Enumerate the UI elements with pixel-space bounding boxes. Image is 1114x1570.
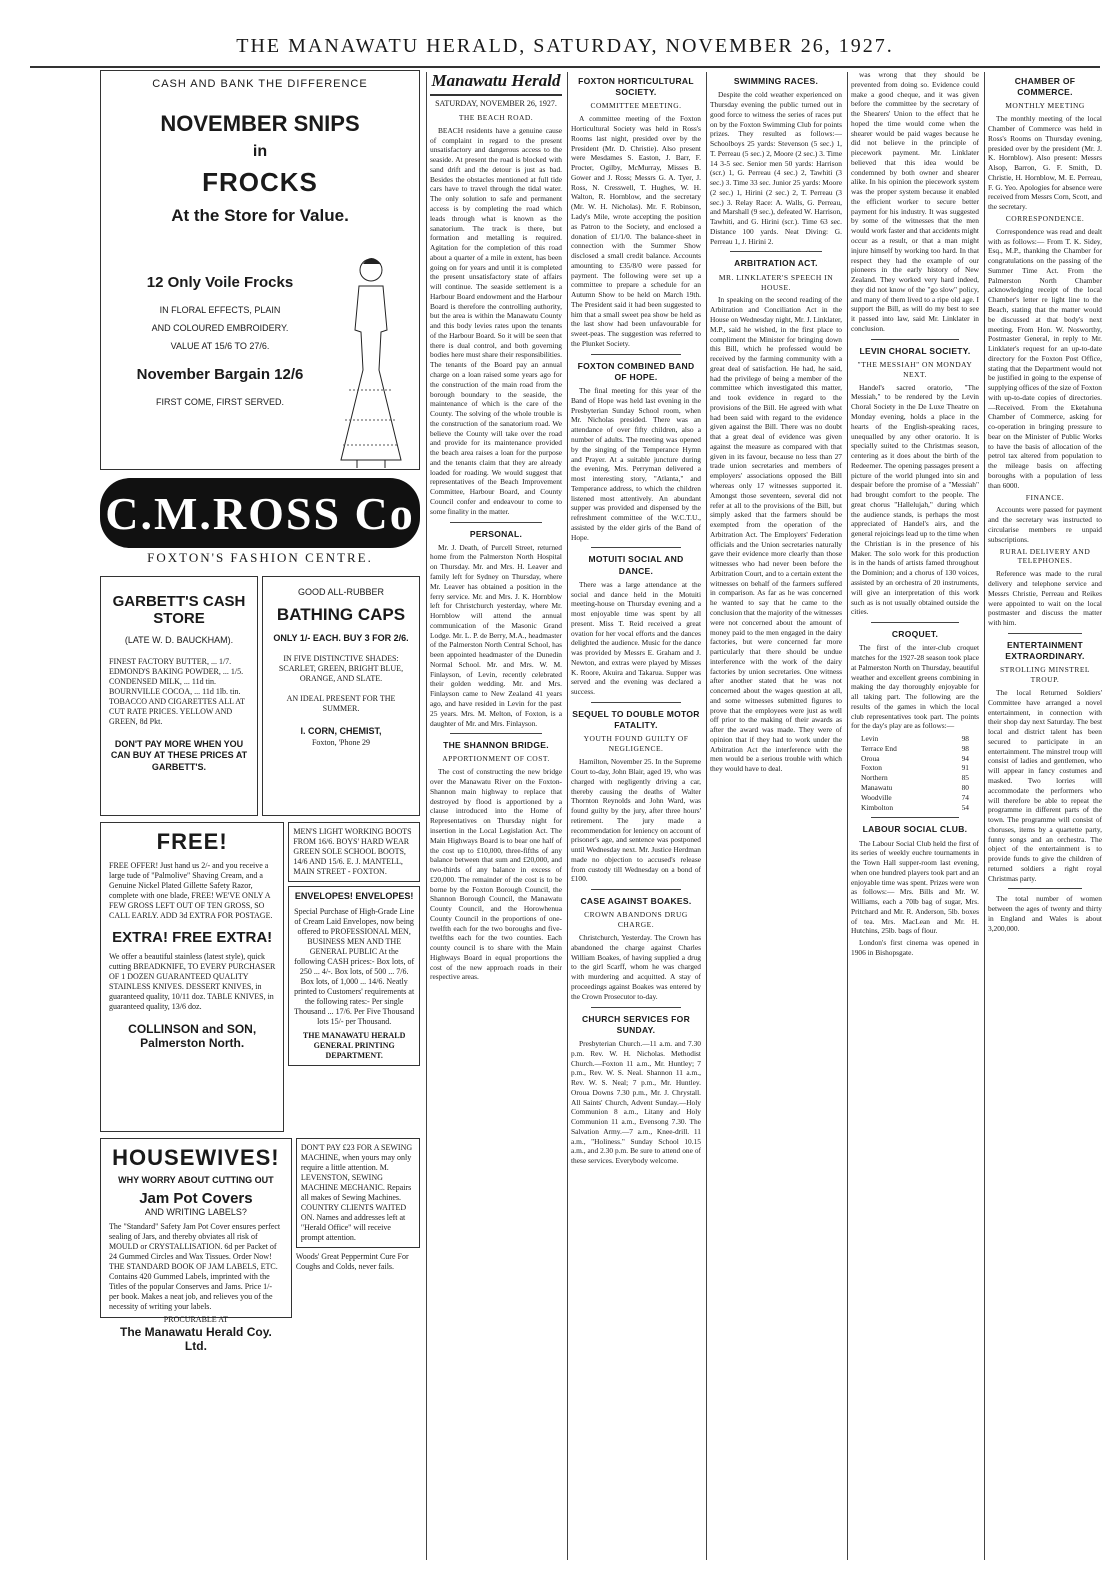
motuiti-article: There was a large attendance at the social and dance held in the Motuiti meeting-house on Thursday evening and a most enjoyable time was spent by all present. Miss T. Reid received a great ovation for her vocal efforts and the dances delighted the audience. Music for the dance was provided by Messrs E. Graham and J. Newton, and extras were played by Misses K. Roore, Akuira and Takarua. Supper was served and the evening was declared a success.: [571, 579, 701, 697]
free-body: FREE OFFER! Just hand us 2/- and you receive a large tude of "Palmolive" Shaving Cream, and a Genuine Nickel Plated Gillette Safety Razor, complete with one blade, FREE! WE'VE ONLY A FEW GROSS LEFT OUT OF TEN GROSS, SO CALL EARLY. ADD 3d EXTRA FOR POSTAGE.: [109, 861, 273, 920]
column-1: [430, 70, 562, 1560]
divider: [871, 622, 959, 623]
beach-road-article: BEACH residents have a genuine cause of complaint in regard to the present unsatisfactory and dangerous access to the seaside. At present the road is blocked with sand drift and the detour is just as bad. Besides the obstacles mentioned at full tide cars have to travel through the tidal water. The only solution to safe and permanent access is by completing the road which leads through what is known as the sanatorium. The track is there, but formation and metalling is required. Agitation for the completion of this road about a quarter of a mile in extent, has been going on for years and until it is completed the present unsatisfactory state of affairs will continue. The seaside settlement is a Harbour Board endowment and the Harbour Board is therefore the controlling authority, but the area is within the Manawatu County and this body levies rates upon the tenants of the Harbour Board. So it will be seen that there is dual control, and both governing bodies here must share their responsibilities. The tenants of the Board pay an annual charge on a loan raised some years ago for the construction of the main road from the borough boundary to the seaside, the maintenance of which is the care of the County. The solving of the whole trouble is the construction of the sanatorium road. We believe the County will take over the road and provide for its maintenance provided the beach area raises a loan for the purpose and the tenants claim that they are already loaded for roading. We would suggest that representatives of the Beach Improvement Committee, Harbour Board, and County Council confer and endeavour to come to some finality in the matter.: [430, 125, 562, 516]
score-row: Terrace End 98: [861, 743, 969, 753]
personal-heading: PERSONAL.: [469, 528, 523, 539]
motuiti-heading: MOTUITI SOCIAL AND DANCE.: [588, 554, 684, 576]
column-rule: [706, 72, 707, 1560]
housewives-company: The Manawatu Herald Coy. Ltd.: [120, 1325, 272, 1354]
motor-fatality-heading: SEQUEL TO DOUBLE MOTOR FATALITY.: [572, 709, 700, 731]
masthead: [30, 28, 1100, 68]
divider: [871, 817, 959, 818]
ross-tagline: FOXTON'S FASHION CENTRE.: [147, 550, 373, 565]
chamber-article: The monthly meeting of the local Chamber of Commerce was held in Ross's Rooms on Thursday evening, presided over by the president (Mr. J. K. Hornblow). Also present: Messrs Alsop, Barron, G. F. Smith, D. Christie, H. Hornblow, M. E. Perreau, F. G. Yeo. Apologies for absence were received from Messrs Corn, Scott, and the secretary.: [988, 114, 1102, 212]
beach-road-heading: THE BEACH ROAD.: [458, 112, 534, 122]
labour-club-heading: LABOUR SOCIAL CLUB.: [862, 824, 968, 835]
london-cinema-note: London's first cinema was opened in 1906 in Bishopsgate.: [851, 938, 979, 957]
personal-article: Mr. J. Death, of Purcell Street, returned home from the Palmerston North Hospital on Thursday. Mr. and Mrs. H. Leaver and family left for Sydney on Thursday, where Mr. Leaver has obtained a position in the ferry service. Mr. and Mrs. J. K. Hornblow left for Christchurch yesterday, where Mr. Hornblow will attend the annual communication of the Masonic Grand Lodge. Mr. L. P. de Berry, M.A., headmaster of the Palmerston North Central School, has been appointed headmaster of the Dunedin Normal School. Mr. and Mrs. W. M. Finlayson, of Levin, recently celebrated their golden wedding. Mr. and Mrs. Finlayson came to New Zealand 41 years ago, and have resided in Levin for the past 25 years. Mrs. M. Melton, of Foxton, is a daughter of Mr. and Mrs. Finlayson.: [430, 542, 562, 728]
envelopes-body: Special Purchase of High-Grade Line of Cream Laid Envelopes, now being offered to PROFESSIONAL MEN, BUSINESS MEN AND THE GENERAL PUBLIC At the following CASH prices:- Box lots, of 250 ... 4/-. Box lots, of 500 ... 7/6. Box lots, of 1,000 ... 14/6. Neatly printed to Customers' requirements at the following rates:- Per single Thousand ... 17/6. Per Five Thousand lots 15/- per Thousand.: [294, 906, 415, 1026]
shannon-heading: THE SHANNON BRIDGE.: [443, 740, 549, 751]
housewives-ad: [100, 1138, 292, 1354]
snips-title: NOVEMBER SNIPS: [160, 111, 360, 137]
envelopes-herald: THE MANAWATU HERALD GENERAL PRINTING DEPARTMENT.: [302, 1030, 406, 1060]
garbett-items: FINEST FACTORY BUTTER, ... 1/7. EDMOND'S BAKING POWDER, ... 1/5. CONDENSED MILK, ... 11d tin. BOURNVILLE COCOA, ... 11d 1lb. tin. TOBACCO AND CIGARETTES ALL AT CUT RATE PRICES. YELLOW AND GREEN, 8d Pkt.: [109, 656, 245, 726]
extra-title: EXTRA! FREE EXTRA!: [112, 929, 273, 946]
snips-in: in: [252, 143, 268, 161]
levin-choral-heading: LEVIN CHORAL SOCIETY.: [859, 345, 971, 356]
levin-choral-article: Handel's sacred oratorio, "The Messiah," to be rendered by the Levin Choral Society in the De Luxe Theatre on Monday evening, holds a place in the hearts of the English-speaking races, unequalled by any other oratorio. It is specially suited to the Christmas season, centering as it does about the birth of the Redeemer. The opening passages present a picture of the world plunged into sin and despair before the promise of a "Messiah" had brought comfort to the people. The great chorus "Hallelujah," during which the audience stands, is perhaps the most appreciated of Handel's airs, and the general rejoicings lead up to the time when the Christian is in the presence of his Maker. The solo work for this production is in the hands of artists famed throughout the Dominion; and a chorus of 130 voices, assisted by an orchestra of 20 instruments, will give an interpretation of this work such as is not usually obtained outside the cities.: [851, 382, 979, 617]
garbett-caps-row: [100, 576, 420, 822]
entertainment-heading: ENTERTAINMENT EXTRAORDINARY.: [1005, 639, 1085, 662]
divider: [450, 733, 542, 734]
bathing-caps-ad: [262, 576, 420, 816]
voile-line3: VALUE AT 15/6 TO 27/6.: [170, 340, 270, 351]
divider: [1008, 888, 1082, 889]
arbitration-subheading: MR. LINKLATER'S SPEECH IN HOUSE.: [718, 272, 834, 292]
voile-title: 12 Only Voile Frocks: [146, 274, 294, 292]
divider: [591, 702, 681, 703]
women-statistic-note: The total number of women between the ages of twenty and thirty in England and Wales is about 3,200,000.: [988, 894, 1102, 933]
printing-ads: [288, 822, 420, 1138]
sewing-column: [296, 1138, 420, 1324]
housewives-procurable: PROCURABLE AT: [163, 1315, 229, 1325]
divider: [450, 522, 542, 523]
arbitration-article: In speaking on the second reading of the Arbitration and Conciliation Act in the House on Wednesday night, Mr. J. Linklater, M.P., said he wished, in the first place to compliment the Minister for bringing down this Bill, which he professed would be received by the farming community with a great deal of satisfaction. He had, he said, had the privilege of being a member of the committee which investigated this matter, and took evidence in regard to the provisions of the Bill. He agreed with what had been said with regard to the evidence given against the Bill. There was no doubt that a great deal of evidence was given against the measure as compared with that given in its favour, because no less than 27 trade union secretaries and members of employers' associations opposed the Bill whereas only 17 witnesses supported it. Amongst those seventeen, several did not refer at all to the provisions of the Bill, but simply asked that the farmers should be exempted from the operation of the Arbitration Act. The Employers' Federation officials and the Union secretaries naturally gave their evidence more clearly than those witnesses who had never been before the Arbitration Court, and to a certain extent the witnesses on behalf of the farmers suffered in comparison. As far as he was concerned he wanted to say that he came to the conclusion that the majority of the witnesses were not concerned about the amount of money paid to the men engaged in the dairy factories, but were concerned far more particularly that there should be undue interference with the work of the dairy factories by union secretaries. One witness after another stated that he was not concerned about the wages question at all, and some witnesses submitted figures to prove that the employees were just as well off prior to the making of their awards as after the award was made. They were of opinion that if they had to work under the Arbitration Act the interference with the men would be a serious trouble with which they would have to deal.: [710, 295, 842, 774]
score-row: Northern 85: [861, 773, 969, 783]
ross-logo: [100, 478, 420, 548]
voile-line1: IN FLORAL EFFECTS, PLAIN: [159, 305, 281, 316]
caps-chemist: I. CORN, CHEMIST,: [300, 726, 382, 737]
paper-title: Manawatu Herald: [430, 70, 562, 96]
free-boots-row: [100, 822, 420, 1138]
boakes-subheading: CROWN ABANDONS DRUG CHARGE.: [584, 910, 688, 930]
column-4: [851, 70, 979, 1560]
column-3: [710, 70, 842, 1560]
chamber-heading: CHAMBER OF COMMERCE.: [1014, 76, 1076, 98]
divider: [1008, 633, 1082, 634]
snips-frocks: FROCKS: [202, 167, 318, 198]
score-row: Foxton 91: [861, 763, 969, 773]
masthead-title: THE MANAWATU HERALD, SATURDAY, NOVEMBER 26, 1927.: [236, 35, 894, 57]
correspondence-article: Correspondence was read and dealt with as follows:— From T. K. Sidey, Esq., M.P., thanking the Chamber for congratulations on the passing of the Summer Time Act. From the Palmerston North Chamber acknowledging receipt of the local Chamber's letter re light line to the Beach, stating that the matter would be discussed at that body's next meeting. From Hon. W. Nosworthy, Postmaster General, in reply to Mr. Linklater's request for an up-to-date directory for the Foxton Post Office, stating that the Department would not be justified in going to the expense of supplying offices of the size of Foxton with up-to-date copies of directories.—Received. From the Eketahuna Chamber of Commerce, asking for co-operation in bringing pressure to bear on the Minister of Public Works to have the basis of allocation of the petrol tax altered from population to the mileage basis on affecting boroughs with a population of less than 6000.: [988, 226, 1102, 490]
voile-bargain: November Bargain 12/6: [136, 366, 304, 384]
collinson-ads: [100, 822, 284, 1138]
caps-gift: AN IDEAL PRESENT FOR THE SUMMER.: [286, 694, 396, 714]
housewives-body: The "Standard" Safety Jam Pot Cover ensures perfect sealing of Jars, and thereby obviates all risk of MOULD or CRYSTALLISATION. 6d per Packet of 24 Gummed Circles and Wax Tissues. Order Now! THE STANDARD BOOK OF JAM LABELS, ETC. Contains 420 Gummed Labels, imprinted with the Titles of the popular Conserves and Jams. Price 1/- per book. Makes a neat job, and relieves you of the necessity of writing your labels.: [109, 1222, 281, 1312]
garbett-late: (LATE W. D. BAUCKHAM).: [124, 635, 234, 645]
levin-choral-subheading: "THE MESSIAH" ON MONDAY NEXT.: [857, 359, 973, 379]
caps-price: ONLY 1/- EACH. BUY 3 FOR 2/6.: [273, 632, 409, 643]
score-row: Levin 98: [861, 734, 969, 744]
score-row: Kimbolton 54: [861, 802, 969, 812]
score-row: Manawatu 80: [861, 782, 969, 792]
caps-title: BATHING CAPS: [276, 604, 406, 624]
housewives-labels: AND WRITING LABELS?: [144, 1206, 247, 1217]
garbett-title: GARBETT'S CASH STORE: [112, 593, 246, 627]
chamber-subheading: MONTHLY MEETING: [1005, 101, 1085, 111]
garbett-ad: [100, 576, 258, 816]
free-title: FREE!: [156, 829, 228, 854]
band-of-hope-article: The final meeting for this year of the Band of Hope was held last evening in the Presbyterian Sunday School room, when Mr. Nicholas presided. There was an attendance of over fifty children, also a number of adults. The meeting was opened by the singing of the Temperance Hymn and Prayer. At a suitable juncture during the evening, Mrs. Perryman delivered a most interesting story, "Atlanta," and Temperance address, to which the children listened most attentively. An abundant supper was provided and dispensed by the refreshment committee of the W.C.T.U., assisted by the elder girls of the Band of Hope.: [571, 386, 701, 542]
entertainment-subheading: STROLLING MINSTREL TROUP.: [999, 665, 1091, 685]
snips-store: At the Store for Value.: [171, 206, 349, 226]
ross-logo-text: C.M.ROSS Co: [105, 487, 415, 539]
divider: [730, 251, 822, 252]
horticultural-subheading: COMMITTEE MEETING.: [590, 101, 682, 111]
envelopes-title: ENVELOPES! ENVELOPES!: [294, 891, 414, 901]
croquet-heading: CROQUET.: [891, 629, 939, 640]
band-of-hope-heading: FOXTON COMBINED BAND OF HOPE.: [577, 360, 695, 382]
column-rule: [847, 72, 848, 1560]
divider: [591, 1007, 681, 1008]
shannon-subheading: APPORTIONMENT OF COST.: [442, 754, 550, 764]
housewives-row: [100, 1138, 420, 1354]
rural-delivery-article: Reference was made to the rural delivery and telephone service and Messrs Christie, Perreau and Reikes were appointed to wait on the local postmaster and discuss the matter with him.: [988, 569, 1102, 628]
sewing-ad: DON'T PAY £23 FOR A SEWING MACHINE, when yours may only require a little attention. M. LEVENSTON, SEWING MACHINE MECHANIC. Repairs all makes of Sewing Machines. COUNTRY CLIENTS WAITED ON. Names and addresses left at "Herald Office" will receive prompt attention.: [296, 1138, 420, 1248]
advertisement-column: [100, 70, 420, 1560]
envelopes-ad: [288, 886, 420, 1066]
horticultural-article: A committee meeting of the Foxton Horticultural Society was held in Ross's Rooms last night, presided over by the President (Mr. D. Christie). Also present were Mesdames S. Easton, J. Barr, F. Procter, Ogilby, McMurray, Misses B. Gower and J. Ross; Messrs G. A. Tyer, J. Ross, N. Cresswell, T. Hughes, W. H. Walton, R. Hornblow, and the secretary (Mr. W. H. Nicholas). Mr. F. Robinson, Lady's Mile, wrote accepting the position as Patron to the Society, and enclosed a donation of £1/1/0. The balance-sheet in connection with the Summer Show disclosed a small credit balance. Accounts amounting to £35/8/0 were passed for payment. The following were set up a committee to prepare a schedule for an Autumn Show to be held on March 19th. The President said it had been suggested to him that a small sweet pea show be held as the last show had been unfavourable for sweet-peas. The suggestion was referred to the Plunket Society.: [571, 114, 701, 348]
column-5: [988, 70, 1102, 1560]
column-rule: [567, 72, 568, 1560]
woods-ad: Woods' Great Peppermint Cure For Coughs and Colds, never fails.: [295, 1252, 409, 1271]
column-2: [571, 70, 701, 1560]
croquet-scores: [851, 734, 979, 812]
boakes-heading: CASE AGAINST BOAKES.: [580, 896, 692, 907]
score-row: Woodville 74: [861, 792, 969, 802]
score-row: Oroua 94: [861, 753, 969, 763]
voile-first: FIRST COME, FIRST SERVED.: [155, 397, 285, 408]
caps-pre: GOOD ALL-RUBBER: [297, 587, 385, 597]
column-rule: [426, 72, 427, 1560]
free-offer-ad: [100, 822, 284, 1132]
column-rule: [984, 72, 985, 1560]
frock-illustration: [331, 250, 411, 470]
entertainment-article: The local Returned Soldiers' Committee have arranged a novel entertainment, in connection with their shop day next Saturday. The best local and district talent has been secured to participate in an entertainment. The minstrel troup will consist of ladies and gentlemen, who will appear in fancy costumes and masked. Two lorries will accommodate the performers who will therefore be able to repeat the programme in different parts of the town. The programme will consist of choruses, items by a quartette party, funny songs and an orchestra. The object of the entertainment is to provide funds to give the children of returned soldiers a right royal Christmas party.: [988, 688, 1102, 883]
labour-club-article: The Labour Social Club held the first of its series of weekly euchre tournaments in the Town Hall supper-room last evening, when one hundred players took part and an enjoyable time was spent. Prizes were won as follows:— Mrs. Bills and Mr. W. Williams, each a 70lb bag of sugar, Mrs. Pritchard and Mr. R. Anderson, 5lb. boxes of tea. Mrs. MacLean and Mr. H. Hutchins, 25lb. bags of flour.: [851, 838, 979, 936]
divider: [591, 547, 681, 548]
rural-delivery-heading: RURAL DELIVERY AND TELEPHONES.: [999, 546, 1091, 566]
swimming-article: Despite the cold weather experienced on Thursday evening the public turned out in good force to witness the series of races put on by the Foxton Swimming Club for points prizes. They resulted as follows:— Schoolboys 25 yards: Stevenson (5 sec.) 1, T. Perreau (5 sec.) 2, Moore (2 sec.) 3. Time 14 3-5 sec. Senior men 50 yards: Harrison (scr.) 1, G. Perreau (4 sec.) 2, Tawhiti (3 sec.) 3. Time 33 sec. Junior 25 yards: Moore (2 sec.) 1, Hirini (2 sec.) 2, T. Perreau (3 sec.) 3. Relay Race: A. Walls, G. Perreau, and Marshall (9 sec.), defeated W. Harrison, Tawhiti, and G. Hirini (scr.). Time 63 sec. Distance 100 yards. Neat Diving: G. Perreau 1, J. Hirini 2.: [710, 90, 842, 246]
horticultural-heading: FOXTON HORTICULTURAL SOCIETY.: [578, 76, 694, 98]
motor-fatality-article: Hamilton, November 25. In the Supreme Court to-day, John Blair, aged 19, who was charged with negligently driving a car, thereby causing the deaths of Walter Thornton Reynolds and John Ward, was found guilty by the jury, after three hours' retirement. The jury made a recommendation for leniency on account of prisoner's age, and sentence was postponed until Wednesday next. Mr. Justice Herdman made no objection to accused's release from custody till Wednesday on a bond of £100.: [571, 757, 701, 884]
issue-date: SATURDAY, NOVEMBER 26, 1927.: [435, 99, 557, 109]
collinson-name: COLLINSON and SON, Palmerston North.: [128, 1022, 257, 1050]
arbitration-continued: was wrong that they should be prevented from doing so. Evidence could make a good cheque, and it was given before the committee by the secretary of the Shearers' Union to the effect that he hoped the time would come when the shearer would be paid wages because he did not believe in the principle of piecework payment. Mr. Linklater believed that this idea would be condemned by both owner and shearer alike. In his opinion the piecework system was the proper system because it enabled the efficient worker to secure better payment for his industry. It was suggested by some of the witnesses that the men would work faster and that accidents might occur as a result, or that a man might injure himself by working too hard. In that respect they had the example of our pioneers in the early history of New Zealand. They worked very hard indeed, they did not know of the "go slow" policy, and many of them lived to a ripe old age. I support the Bill, as will do my best to see it passed into law, said Mr. Linklater in conclusion.: [851, 70, 979, 333]
housewives-question: WHY WORRY ABOUT CUTTING OUT: [118, 1175, 274, 1185]
housewives-jam: Jam Pot Covers: [139, 1189, 253, 1207]
correspondence-heading: CORRESPONDENCE.: [1005, 213, 1085, 223]
church-services-article: Presbyterian Church.—11 a.m. and 7.30 p.m. Rev. W. H. Nicholas. Methodist Church.—Foxton 11 a.m., Mr. Huntley; 7 p.m., Rev. W. S. Neal. Shannon 11 a.m., Rev. W. S. Neal; 7 p.m., Mr. Huntley. Oroua Downs 7.30 p.m., Mr. J. Chrystall. All Saints' Church, Advent Sunday.—Holy Communion 8 a.m., Litany and Holy Communion 11 a.m., Evensong 7.30. The Salvation Army.—7 a.m., Knee-drill. 11 a.m., "Holiness." Sunday School 10.15 a.m., and 2.30 p.m. Be sure to attend one of these services. Everybody welcome.: [571, 1038, 701, 1166]
arbitration-heading: ARBITRATION ACT.: [734, 258, 818, 269]
caps-address: Foxton, 'Phone 29: [311, 738, 371, 748]
swimming-heading: SWIMMING RACES.: [733, 76, 819, 86]
caps-colours: IN FIVE DISTINCTIVE SHADES: SCARLET, GREEN, BRIGHT BLUE, ORANGE, AND SLATE.: [278, 654, 404, 684]
finance-article: Accounts were passed for payment and the secretary was instructed to circularise members re unpaid subscriptions.: [988, 505, 1102, 544]
voile-line2: AND COLOURED EMBROIDERY.: [151, 322, 289, 333]
garbett-footer: DON'T PAY MORE WHEN YOU CAN BUY AT THESE PRICES AT GARBETT'S.: [110, 738, 248, 773]
motor-fatality-subheading: YOUTH FOUND GUILTY OF NEGLIGENCE.: [583, 734, 689, 754]
shannon-article: The cost of constructing the new bridge over the Manawatu River on the Foxton-Shannon main highway to replace that destroyed by flood is apportioned by a clause introduced into the Home of Representatives on Thursday night for insertion in the Local Legislation Act. The Main Highways Board is to bear one half of the cost up to £10,000, three-fifths of any balance between that sum and £20,000, and two-thirds of any balance in excess of £20,000. The remainder of the cost is to be borne by the Foxton Borough Council, the Shannon Borough Council, the Manawatu County Council, and the Horowhenua County Council in the proportions of one-twelfth each for the two boroughs and five-twelfths each for the two counties. Each county council is to share with the Main Highways Board in equal proportions the cost of the new approach roads in their respective areas.: [430, 767, 562, 982]
divider: [591, 354, 681, 355]
voile-section: [109, 250, 411, 470]
housewives-title: HOUSEWIVES!: [112, 1145, 280, 1170]
divider: [591, 889, 681, 890]
divider: [871, 339, 959, 340]
church-services-heading: CHURCH SERVICES FOR SUNDAY.: [581, 1013, 691, 1035]
croquet-article: The first of the inter-club croquet matches for the 1927-28 season took place at Palmerston North on Thursday, beautiful weather and excellent greens combining in making the day thoroughly enjoyable for all taking part. The following are the results of the games in which the local club representatives took part. The points for the day's play are as follows:—: [851, 643, 979, 731]
boakes-article: Christchurch, Yesterday. The Crown has abandoned the charge against Charles William Boakes, of having supplied a drug to the girl Scarff, whom he was charged with murdering and acquitted. A stay of proceedings against Boakes was entered by the Crown Prosecutor to-day.: [571, 933, 701, 1001]
extra-body: We offer a beautiful stainless (latest style), quick cutting BREADKNIFE, TO EVERY PURCHASER OF 1 DOZEN GUARANTEED QUALITY STAINLESS KNIVES. DESSERT KNIVES, in guaranteed quality, 10/11 doz. TABLE KNIVES, in guaranteed quality, 13/6 doz.: [109, 952, 276, 1011]
boots-ad: MEN'S LIGHT WORKING BOOTS FROM 16/6. BOYS' HARD WEAR GREEN SOLE SCHOOL BOOTS, 14/6 AND 15/6. E. J. MANTELL, MAIN STREET - FOXTON.: [288, 822, 420, 882]
cash-bank-banner: CASH AND BANK THE DIFFERENCE: [152, 78, 368, 90]
ross-november-snips-ad: [100, 70, 420, 470]
finance-heading: FINANCE.: [1025, 492, 1065, 502]
